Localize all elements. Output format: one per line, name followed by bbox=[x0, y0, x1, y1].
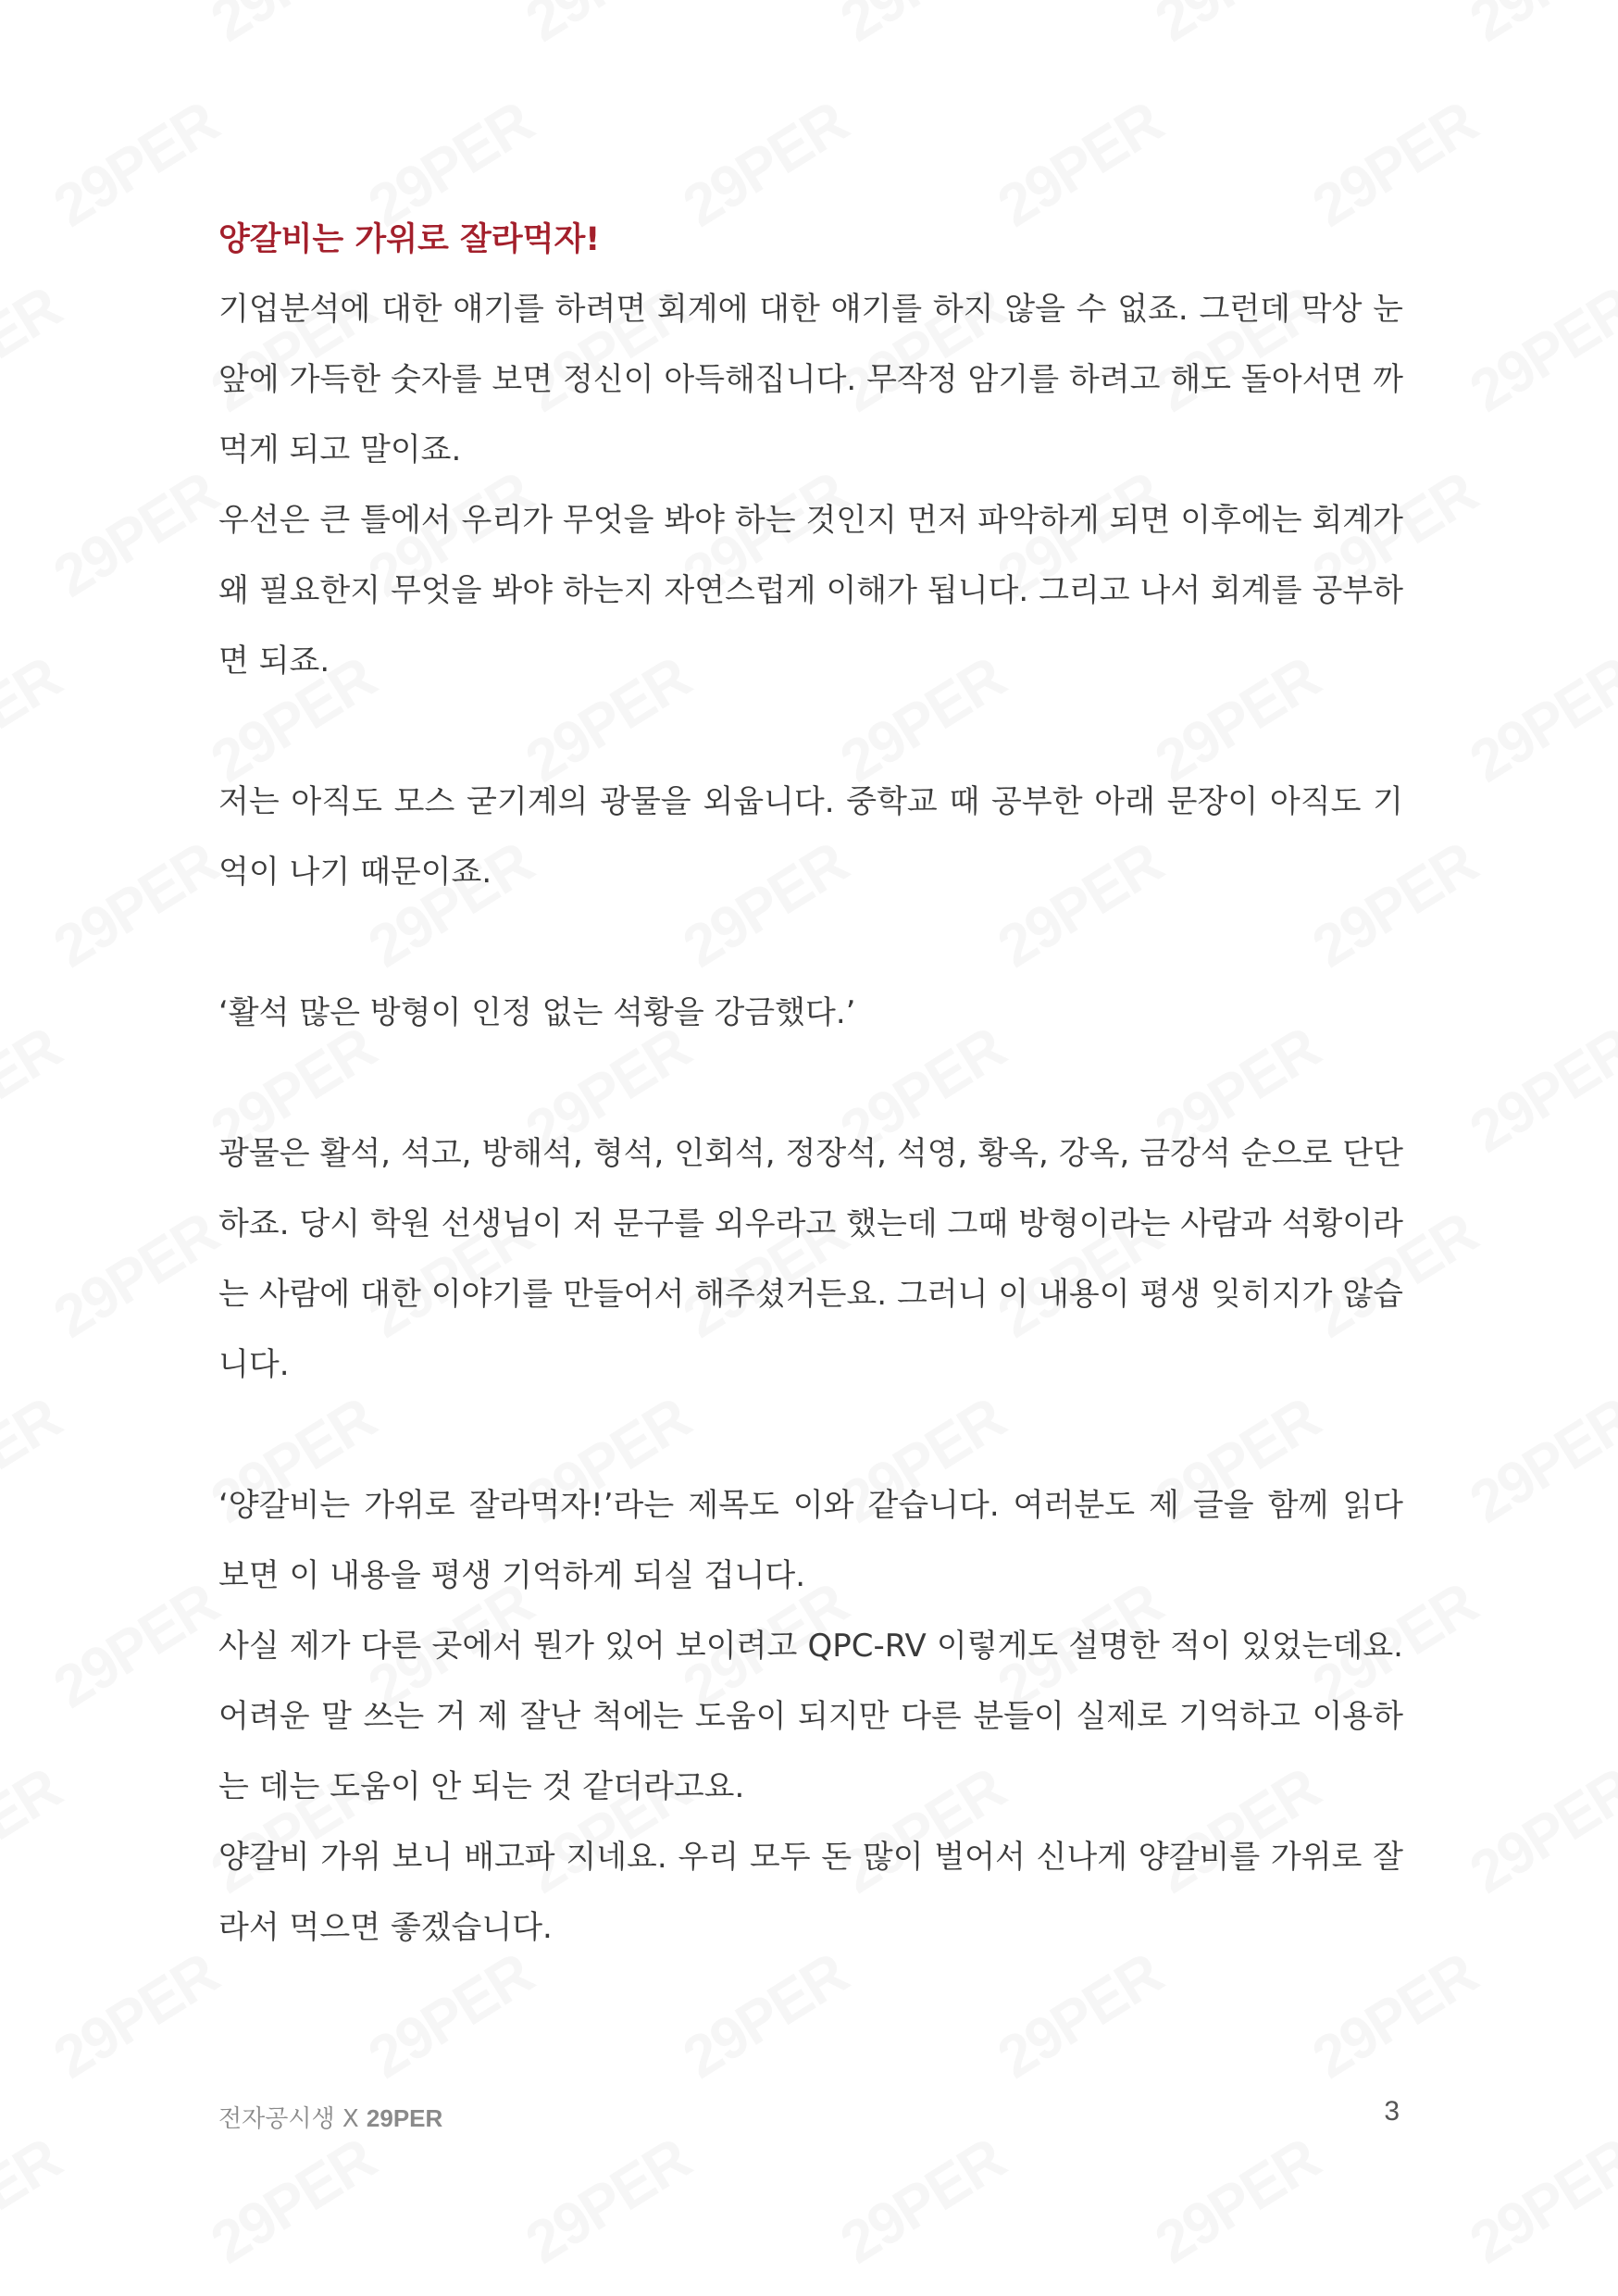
watermark-mark bbox=[1458, 2125, 1618, 2277]
watermark-mark bbox=[0, 643, 72, 796]
paragraph-title-meaning: ‘양갈비는 가위로 잘라먹자!’라는 제목도 이와 같습니다. 여러분도 제 글을 함께 읽다 보면 이 내용을 평생 기억하게 되실 겁니다. bbox=[218, 1487, 1413, 1594]
watermark-mark bbox=[0, 1014, 72, 1167]
watermark-mark bbox=[828, 2125, 1016, 2277]
watermark-mark bbox=[0, 273, 72, 426]
paragraph-spacer bbox=[218, 1048, 1403, 1118]
paragraph-spacer bbox=[218, 907, 1403, 978]
paragraph-minerals: 광물은 활석, 석고, 방해석, 형석, 인회석, 정장석, 석영, 황옥, 강옥, 금강석 순으로 단단하죠. 당시 학원 선생님이 저 문구를 외우라고 했는데 그때 방형이라는 사람과 석황이라는 사람에 대한 이야기를 만들어서 해주셨거든요. 그러니 이 내용이 평생 잊히지가 않습니다. bbox=[218, 1135, 1403, 1383]
watermark-mark bbox=[514, 0, 702, 55]
page-number: 3 bbox=[1384, 2096, 1400, 2127]
paragraph-spacer bbox=[218, 1400, 1403, 1470]
watermark-mark bbox=[828, 0, 1016, 55]
document-body bbox=[218, 206, 1413, 1963]
watermark-mark bbox=[1458, 1754, 1618, 1907]
watermark-mark bbox=[514, 2125, 702, 2277]
watermark-mark bbox=[1143, 0, 1331, 55]
watermark-mark bbox=[199, 2125, 387, 2277]
watermark-mark bbox=[42, 829, 230, 981]
footer-source: 전자공시생 X bbox=[218, 2105, 367, 2133]
paragraph-intro: 기업분석에 대한 얘기를 하려면 회계에 대한 얘기를 하지 않을 수 없죠. 그런데 막상 눈 앞에 가득한 숫자를 보면 정신이 아득해집니다. 무작정 암기를 하려고 해도 돌아서면 까먹게 되고 말이죠. bbox=[218, 291, 1413, 468]
paragraph-mnemonic-quote: ‘활석 많은 방형이 인정 없는 석황을 강금했다.’ bbox=[218, 994, 856, 1031]
paragraph-qpc-rv: 사실 제가 다른 곳에서 뭔가 있어 보이려고 QPC-RV 이렇게도 설명한 적이 있었는데요. 어려운 말 쓰는 거 제 잘난 척에는 도움이 되지만 다른 분들이 실제로 기억하고 이용하는 데는 도움이 안 되는 것 같더라고요. bbox=[218, 1628, 1413, 1805]
watermark-mark bbox=[0, 1754, 72, 1907]
paragraph-approach: 우선은 큰 틀에서 우리가 무엇을 봐야 하는 것인지 먼저 파악하게 되면 이후에는 회계가 왜 필요한지 무엇을 봐야 하는지 자연스럽게 이해가 됩니다. 그리고 나서 회계를 공부하면 되죠. bbox=[218, 502, 1413, 680]
watermark-mark bbox=[42, 458, 230, 611]
watermark-mark bbox=[42, 88, 230, 241]
watermark-mark bbox=[1458, 1384, 1618, 1537]
watermark-mark bbox=[1143, 2125, 1331, 2277]
paragraph-closing: 양갈비 가위 보니 배고파 지네요. 우리 모두 돈 많이 벌어서 신나게 양갈비를 가위로 잘라서 먹으면 좋겠습니다. bbox=[218, 1839, 1403, 1946]
section-heading: 양갈비는 가위로 잘라먹자! bbox=[218, 221, 601, 258]
watermark-mark bbox=[1458, 273, 1618, 426]
watermark-mark bbox=[199, 0, 387, 55]
page-footer bbox=[218, 2100, 442, 2134]
paragraph-spacer bbox=[218, 696, 1403, 767]
watermark-mark bbox=[42, 1569, 230, 1722]
paragraph-mohs-scale: 저는 아직도 모스 굳기계의 광물을 외웁니다. 중학교 때 공부한 아래 문장이 아직도 기억이 나기 때문이죠. bbox=[218, 783, 1403, 891]
watermark-mark bbox=[0, 2125, 72, 2277]
watermark-mark bbox=[1458, 0, 1618, 55]
watermark-mark bbox=[0, 1384, 72, 1537]
watermark-mark bbox=[0, 0, 72, 55]
watermark-mark bbox=[1458, 643, 1618, 796]
footer-brand-logo: 29PER bbox=[366, 2104, 443, 2132]
watermark-mark bbox=[1458, 1014, 1618, 1167]
watermark-mark bbox=[42, 1940, 230, 2092]
watermark-mark bbox=[42, 1199, 230, 1352]
